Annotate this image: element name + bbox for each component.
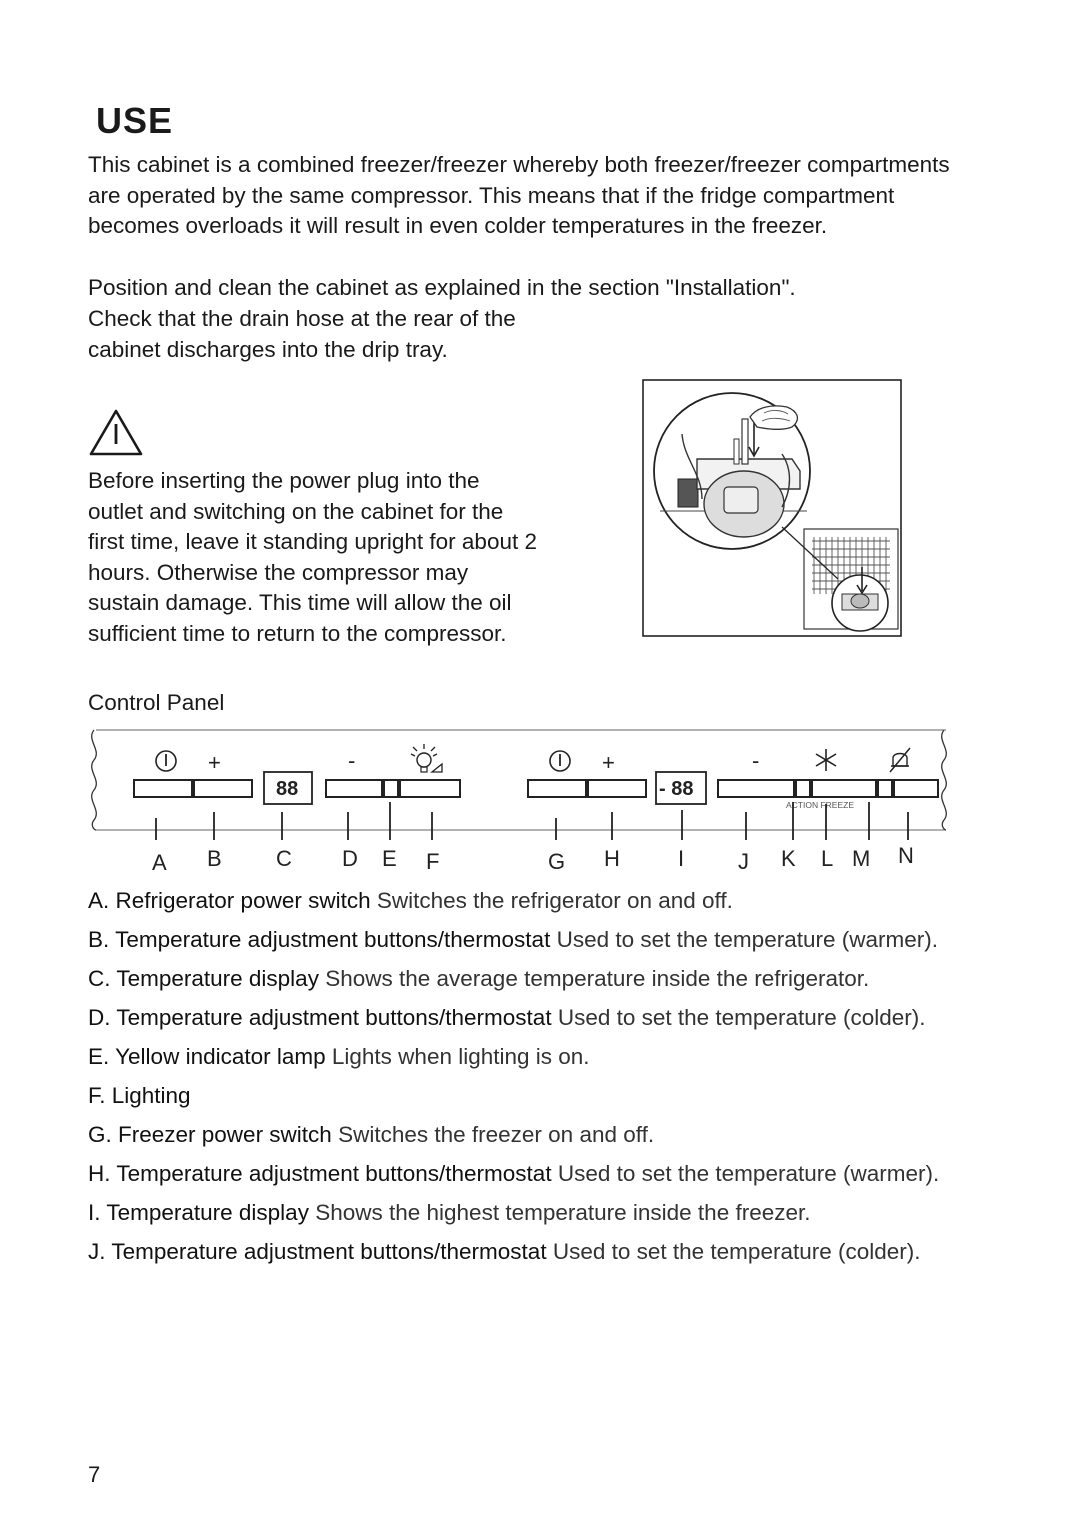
light-bulb-icon xyxy=(411,744,442,772)
fridge-temperature-display: 88 xyxy=(276,778,299,800)
label-b: B xyxy=(207,846,222,871)
control-panel-diagram xyxy=(86,722,966,882)
definition-a: A. Refrigerator power switch Switches the refrigerator on and off. xyxy=(88,888,733,913)
fridge-colder-button[interactable] xyxy=(326,780,382,797)
definitions-list xyxy=(88,885,988,1275)
freezer-temperature-display: - 88 xyxy=(659,778,694,800)
plus-label: + xyxy=(208,750,221,775)
drain-paragraph: Check that the drain hose at the rear of the cabinet discharges into the drip tray. xyxy=(88,306,516,362)
page-number: 7 xyxy=(88,1462,101,1487)
page-heading: USE xyxy=(96,100,174,141)
label-f: F xyxy=(426,849,440,874)
label-j: J xyxy=(738,849,749,874)
label-e: E xyxy=(382,846,397,871)
freezer-indicator-lamp-m xyxy=(878,780,892,797)
definition-f: F. Lighting xyxy=(88,1083,191,1108)
label-g: G xyxy=(548,849,566,874)
definition-j: J. Temperature adjustment buttons/thermostat Used to set the temperature (colder). xyxy=(88,1239,921,1264)
fridge-warmer-button[interactable] xyxy=(194,780,252,797)
label-k: K xyxy=(781,846,796,871)
definition-i: I. Temperature display Shows the highest temperature inside the freezer. xyxy=(88,1200,811,1225)
action-freeze-button[interactable] xyxy=(812,780,876,797)
freezer-indicator-lamp-k xyxy=(796,780,810,797)
warning-paragraph: Before inserting the power plug into the outlet and switching on the cabinet for the first time, leave it standing upright for about 2 hours. Otherwise the compressor may sustain damage. This time will allow the oil sufficient time to return to the compressor. xyxy=(88,468,537,646)
power-icon xyxy=(550,751,570,771)
minus-label: - xyxy=(348,748,356,773)
control-panel-title: Control Panel xyxy=(88,690,225,715)
label-c: C xyxy=(276,846,292,871)
label-l: L xyxy=(821,846,834,871)
definition-g: G. Freezer power switch Switches the freezer on and off. xyxy=(88,1122,655,1147)
definition-e: E. Yellow indicator lamp Lights when lighting is on. xyxy=(88,1044,590,1069)
power-icon xyxy=(156,751,176,771)
intro-paragraph: This cabinet is a combined freezer/freezer whereby both freezer/freezer compartments are operated by the same compressor. This means that if the fridge compartment becomes overloads it will result in even colder temperatures in the freezer. xyxy=(88,152,950,239)
label-m: M xyxy=(852,846,871,871)
lighting-button[interactable] xyxy=(400,780,460,797)
alarm-off-icon xyxy=(890,748,910,772)
label-n: N xyxy=(898,843,914,868)
definition-b: B. Temperature adjustment buttons/thermostat Used to set the temperature (warmer). xyxy=(88,927,938,952)
fridge-power-switch[interactable] xyxy=(134,780,192,797)
definition-h: H. Temperature adjustment buttons/thermostat Used to set the temperature (warmer). xyxy=(88,1161,940,1186)
yellow-indicator-lamp xyxy=(384,780,398,797)
freezer-power-switch[interactable] xyxy=(528,780,586,797)
condenser-coil-drawing xyxy=(804,529,898,631)
snowflake-icon xyxy=(816,749,836,771)
position-paragraph: Position and clean the cabinet as explained in the section "Installation". xyxy=(88,275,796,300)
definition-c: C. Temperature display Shows the average temperature inside the refrigerator. xyxy=(88,966,870,991)
label-h: H xyxy=(604,846,620,871)
plus-label: + xyxy=(602,750,615,775)
panel-right-edge xyxy=(942,730,947,830)
definition-d: D. Temperature adjustment buttons/thermostat Used to set the temperature (colder). xyxy=(88,1005,926,1030)
action-freeze-label: ACTION FREEZE xyxy=(786,800,855,810)
panel-left-edge xyxy=(92,730,97,830)
freezer-warmer-button[interactable] xyxy=(588,780,646,797)
label-a: A xyxy=(152,850,167,875)
label-i: I xyxy=(678,846,685,871)
label-d: D xyxy=(342,846,358,871)
freezer-colder-button[interactable] xyxy=(718,780,794,797)
alarm-reset-button[interactable] xyxy=(894,780,938,797)
compressor-drain-illustration xyxy=(642,379,902,637)
minus-label: - xyxy=(752,748,760,773)
warning-triangle-icon xyxy=(88,408,144,458)
